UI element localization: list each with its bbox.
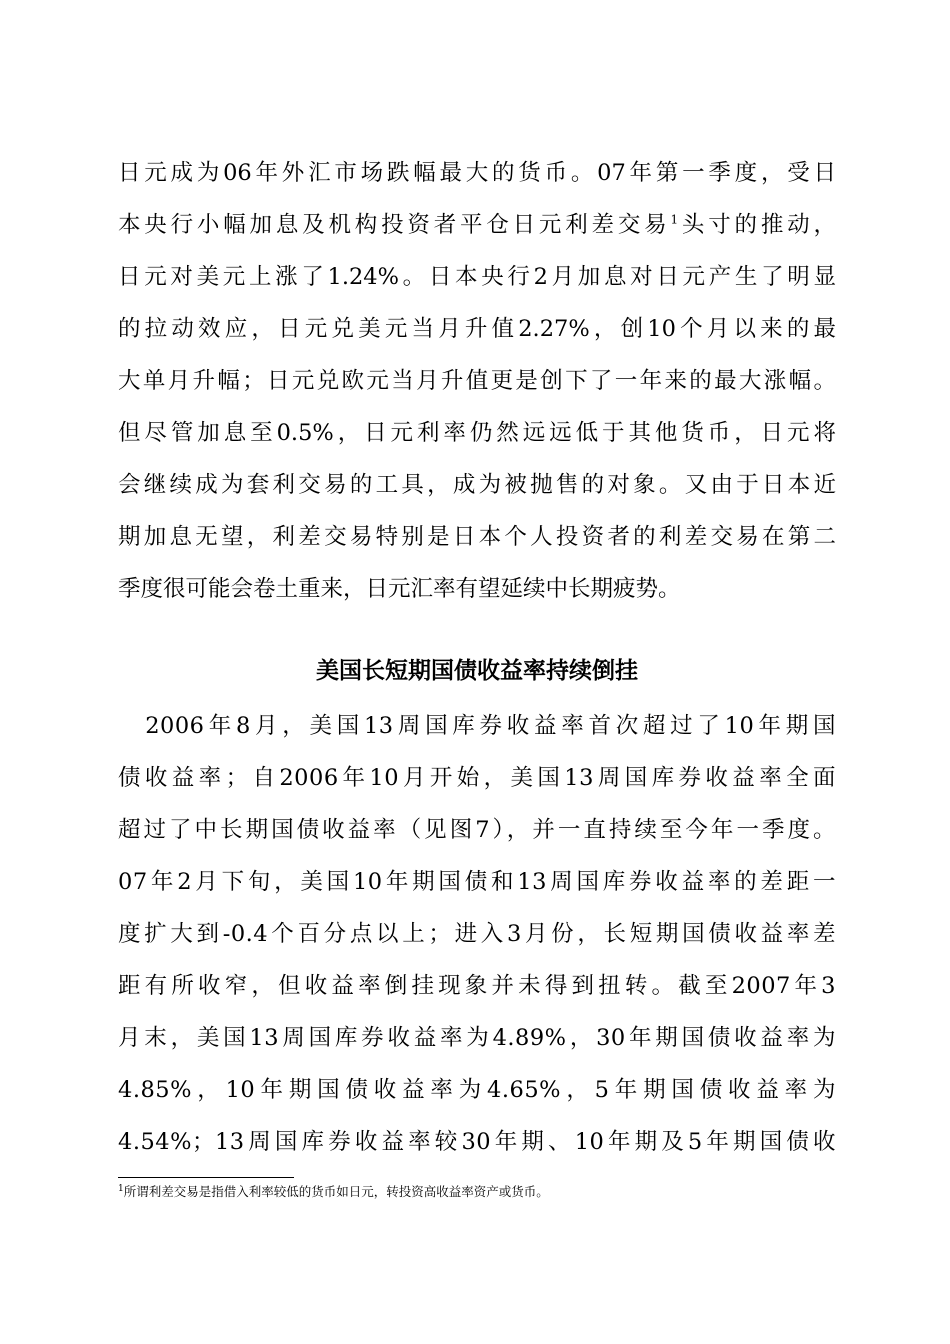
paragraph-us-treasury	[118, 700, 836, 1168]
text-line: 大单月升幅；日元兑欧元当月升值更是创下了一年来的最大涨幅。	[118, 368, 836, 394]
text-line: 4.54%；13周国库券收益率较30年期、10年期及5年期国债收	[118, 1129, 836, 1155]
text-line: 度扩大到-0.4个百分点以上；进入3月份，长短期国债收益率差	[118, 921, 836, 947]
text-line: 2006年8月，美国13周国库券收益率首次超过了10年期国	[118, 713, 836, 739]
text-line: 但尽管加息至0.5%，日元利率仍然远远低于其他货币，日元将	[118, 420, 836, 446]
text-line: 期加息无望，利差交易特别是日本个人投资者的利差交易在第二	[118, 524, 836, 550]
footnote-reference[interactable]: 1	[670, 212, 679, 227]
footnote-mark: 1	[118, 1183, 124, 1194]
text-line: 4.85%，10年期国债收益率为4.65%，5年期国债收益率为	[118, 1077, 836, 1103]
text-line: 会继续成为套利交易的工具，成为被抛售的对象。又由于日本近	[118, 472, 836, 498]
section-heading: 美国长短期国债收益率持续倒挂	[316, 658, 638, 684]
text-line: 的拉动效应，日元兑美元当月升值2.27%，创10个月以来的最	[118, 316, 836, 342]
text-line: 距有所收窄，但收益率倒挂现象并未得到扭转。截至2007年3	[118, 973, 836, 999]
text-segment: 头寸的推动，	[678, 212, 836, 238]
text-line: 超过了中长期国债收益率（见图7），并一直持续至今年一季度。	[118, 817, 836, 843]
text-line: 债收益率；自2006年10月开始，美国13周国库券收益率全面	[118, 765, 836, 791]
text-line: 季度很可能会卷土重来，日元汇率有望延续中长期疲势。	[118, 576, 681, 602]
paragraph-yen	[118, 147, 836, 615]
footnote-divider	[118, 1177, 294, 1178]
text-segment: 本央行小幅加息及机构投资者平仓日元利差交易	[118, 212, 671, 238]
text-line: 07年2月下旬，美国10年期国债和13周国库券收益率的差距一	[118, 869, 836, 895]
text-line: 月末，美国13周国库券收益率为4.89%，30年期国债收益率为	[118, 1025, 836, 1051]
text-line: 日元对美元上涨了1.24%。日本央行2月加息对日元产生了明显	[118, 264, 836, 290]
text-line: 日元成为06年外汇市场跌幅最大的货币。07年第一季度，受日	[118, 160, 836, 186]
footnote-text: 所谓利差交易是指借入利率较低的货币如日元，转投资高收益率资产或货币。	[123, 1184, 549, 1199]
footnote	[118, 1183, 549, 1201]
text-line	[118, 199, 836, 251]
